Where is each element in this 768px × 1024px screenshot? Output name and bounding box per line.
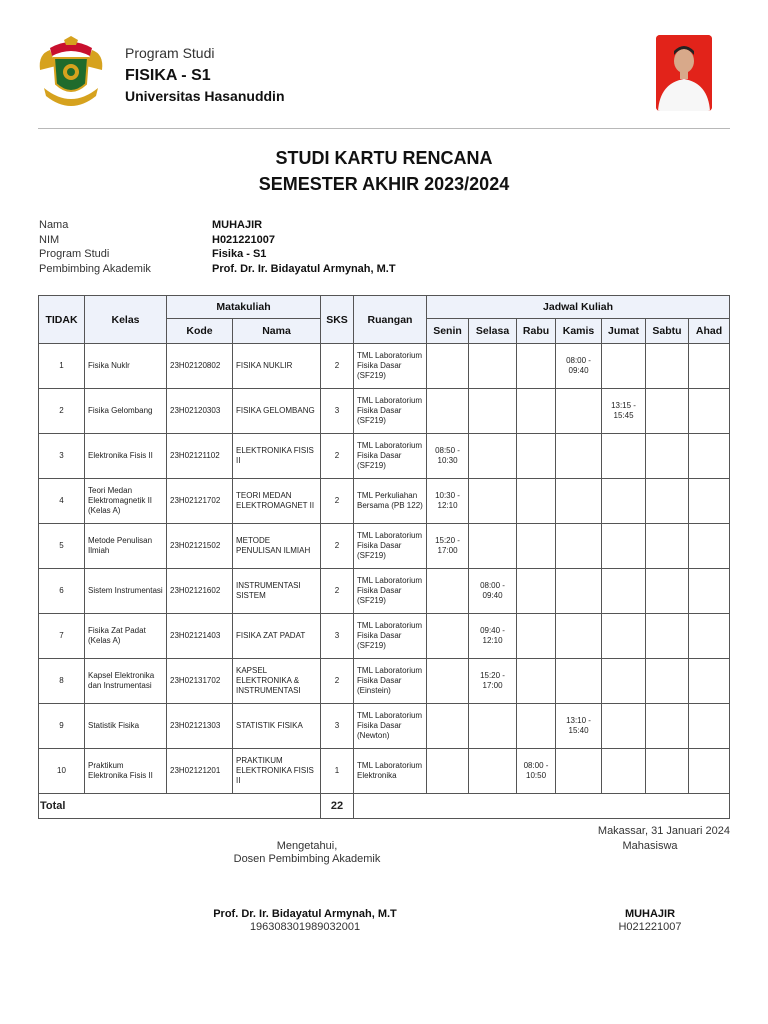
row-kelas: Praktikum Elektronika Fisis II — [85, 749, 167, 794]
row-kelas: Fisika Gelombang — [85, 389, 167, 434]
total-filler — [354, 794, 730, 819]
header-day: Jumat — [602, 319, 646, 344]
row-kelas: Teori Medan Elektromagnetik II (Kelas A) — [85, 479, 167, 524]
row-ruangan: TML Laboratorium Elektronika — [354, 749, 427, 794]
row-day-slot — [427, 344, 469, 389]
header-day: Kamis — [556, 319, 602, 344]
row-day-slot — [556, 524, 602, 569]
row-number: 10 — [39, 749, 85, 794]
row-ruangan: TML Laboratorium Fisika Dasar (SF219) — [354, 434, 427, 479]
row-number: 9 — [39, 704, 85, 749]
row-nama: STATISTIK FISIKA — [233, 704, 321, 749]
info-value: Prof. Dr. Ir. Bidayatul Armynah, M.T — [212, 262, 396, 275]
row-nama: KAPSEL ELEKTRONIKA & INSTRUMENTASI — [233, 659, 321, 704]
table-row — [39, 389, 730, 434]
header-day: Rabu — [517, 319, 556, 344]
row-day-slot — [646, 569, 689, 614]
university-name: Universitas Hasanuddin — [125, 88, 285, 104]
row-day-slot — [556, 389, 602, 434]
row-day-slot — [517, 524, 556, 569]
info-label: Program Studi — [39, 248, 110, 260]
header-kode: Kode — [167, 319, 233, 344]
mahasiswa-label: Mahasiswa — [622, 840, 678, 852]
info-value: Fisika - S1 — [212, 248, 267, 260]
row-sks: 3 — [321, 614, 354, 659]
row-day-slot: 08:00 - 09:40 — [469, 569, 517, 614]
row-day-slot — [427, 704, 469, 749]
student-signature-nim: H021221007 — [618, 921, 682, 933]
header-jadwal: Jadwal Kuliah — [427, 296, 730, 319]
row-day-slot: 08:00 - 10:50 — [517, 749, 556, 794]
row-kelas: Kapsel Elektronika dan Instrumentasi — [85, 659, 167, 704]
info-value: MUHAJIR — [212, 219, 263, 231]
row-day-slot — [602, 569, 646, 614]
header-sks: SKS — [321, 296, 354, 344]
table-row — [39, 524, 730, 569]
row-ruangan: TML Laboratorium Fisika Dasar (Newton) — [354, 704, 427, 749]
row-day-slot — [556, 479, 602, 524]
row-nama: INSTRUMENTASI SISTEM — [233, 569, 321, 614]
row-day-slot — [517, 344, 556, 389]
row-day-slot — [646, 389, 689, 434]
row-day-slot — [689, 569, 730, 614]
row-day-slot — [469, 749, 517, 794]
header-ruangan: Ruangan — [354, 296, 427, 344]
info-row — [39, 262, 396, 277]
row-day-slot: 08:00 - 09:40 — [556, 344, 602, 389]
info-row — [39, 233, 396, 248]
row-day-slot — [427, 614, 469, 659]
row-nama: METODE PENULISAN ILMIAH — [233, 524, 321, 569]
row-day-slot — [517, 389, 556, 434]
row-day-slot — [556, 434, 602, 479]
row-day-slot — [646, 434, 689, 479]
program-label: Program Studi — [125, 45, 215, 61]
row-day-slot — [427, 569, 469, 614]
row-number: 8 — [39, 659, 85, 704]
header-matakuliah: Matakuliah — [167, 296, 321, 319]
info-row — [39, 218, 396, 233]
row-day-slot — [469, 479, 517, 524]
row-kelas: Fisika Nuklr — [85, 344, 167, 389]
row-day-slot: 08:50 - 10:30 — [427, 434, 469, 479]
row-kode: 23H02121502 — [167, 524, 233, 569]
row-kode: 23H02121102 — [167, 434, 233, 479]
row-day-slot — [556, 749, 602, 794]
program-name: FISIKA - S1 — [125, 67, 211, 84]
info-label: NIM — [39, 233, 60, 246]
row-sks: 1 — [321, 749, 354, 794]
row-number: 7 — [39, 614, 85, 659]
row-day-slot — [469, 344, 517, 389]
table-row — [39, 659, 730, 704]
row-day-slot — [602, 344, 646, 389]
row-sks: 2 — [321, 479, 354, 524]
row-day-slot — [517, 704, 556, 749]
advisor-nip: 196308301989032001 — [249, 921, 361, 933]
row-day-slot — [556, 659, 602, 704]
row-ruangan: TML Laboratorium Fisika Dasar (SF219) — [354, 389, 427, 434]
row-nama: FISIKA GELOMBANG — [233, 389, 321, 434]
info-label: Nama — [39, 219, 69, 231]
table-row — [39, 434, 730, 479]
row-sks: 3 — [321, 389, 354, 434]
row-day-slot: 15:20 - 17:00 — [427, 524, 469, 569]
header-nama: Nama — [233, 319, 321, 344]
row-day-slot — [517, 614, 556, 659]
row-day-slot — [689, 479, 730, 524]
row-ruangan: TML Laboratorium Fisika Dasar (SF219) — [354, 524, 427, 569]
row-ruangan: TML Perkuliahan Bersama (PB 122) — [354, 479, 427, 524]
row-day-slot — [646, 524, 689, 569]
row-day-slot — [517, 659, 556, 704]
header-divider — [38, 128, 730, 129]
advisor-label: Dosen Pembimbing Akademik — [233, 853, 381, 865]
row-kode: 23H02120303 — [167, 389, 233, 434]
row-number: 1 — [39, 344, 85, 389]
row-day-slot — [689, 344, 730, 389]
row-nama: FISIKA NUKLIR — [233, 344, 321, 389]
row-day-slot: 09:40 - 12:10 — [469, 614, 517, 659]
schedule-table — [38, 295, 730, 819]
row-day-slot — [469, 389, 517, 434]
table-row — [39, 614, 730, 659]
row-sks: 2 — [321, 569, 354, 614]
row-day-slot — [517, 434, 556, 479]
row-sks: 2 — [321, 524, 354, 569]
table-row — [39, 569, 730, 614]
header-day: Selasa — [469, 319, 517, 344]
row-kode: 23H02121303 — [167, 704, 233, 749]
row-day-slot: 13:15 - 15:45 — [602, 389, 646, 434]
student-signature-name: MUHAJIR — [624, 908, 676, 920]
row-kelas: Sistem Instrumentasi — [85, 569, 167, 614]
row-kelas: Metode Penulisan Ilmiah — [85, 524, 167, 569]
header-day: Senin — [427, 319, 469, 344]
row-day-slot — [469, 434, 517, 479]
table-row — [39, 704, 730, 749]
header-tidak: TIDAK — [39, 296, 85, 344]
student-photo — [656, 35, 712, 111]
total-label: Total — [39, 794, 321, 819]
row-day-slot — [602, 479, 646, 524]
row-sks: 2 — [321, 344, 354, 389]
document-title: STUDI KARTU RENCANA — [275, 148, 493, 168]
row-day-slot — [646, 614, 689, 659]
row-day-slot — [646, 479, 689, 524]
row-day-slot — [602, 434, 646, 479]
row-sks: 2 — [321, 434, 354, 479]
row-day-slot — [689, 524, 730, 569]
row-day-slot — [689, 434, 730, 479]
row-kelas: Statistik Fisika — [85, 704, 167, 749]
table-row — [39, 749, 730, 794]
row-kelas: Elektronika Fisis II — [85, 434, 167, 479]
row-number: 3 — [39, 434, 85, 479]
total-sks: 22 — [321, 794, 354, 819]
row-day-slot — [517, 479, 556, 524]
row-day-slot — [646, 749, 689, 794]
row-number: 6 — [39, 569, 85, 614]
row-nama: TEORI MEDAN ELEKTROMAGNET II — [233, 479, 321, 524]
acknowledge-label: Mengetahui, — [276, 840, 338, 852]
row-number: 4 — [39, 479, 85, 524]
row-nama: PRAKTIKUM ELEKTRONIKA FISIS II — [233, 749, 321, 794]
row-day-slot — [556, 569, 602, 614]
row-day-slot — [689, 659, 730, 704]
row-kode: 23H02121403 — [167, 614, 233, 659]
document-subtitle: SEMESTER AKHIR 2023/2024 — [258, 174, 510, 194]
row-day-slot — [646, 704, 689, 749]
row-ruangan: TML Laboratorium Fisika Dasar (SF219) — [354, 614, 427, 659]
row-day-slot — [602, 749, 646, 794]
row-day-slot — [689, 749, 730, 794]
university-logo-icon — [36, 36, 106, 112]
row-day-slot — [469, 704, 517, 749]
row-day-slot — [646, 344, 689, 389]
row-day-slot — [556, 614, 602, 659]
row-day-slot — [517, 569, 556, 614]
info-label: Pembimbing Akademik — [39, 262, 151, 275]
row-number: 2 — [39, 389, 85, 434]
student-info — [39, 218, 396, 276]
info-row — [39, 247, 396, 262]
row-day-slot — [689, 389, 730, 434]
row-kode: 23H02131702 — [167, 659, 233, 704]
row-day-slot: 10:30 - 12:10 — [427, 479, 469, 524]
row-day-slot — [469, 524, 517, 569]
row-sks: 3 — [321, 704, 354, 749]
header-day: Sabtu — [646, 319, 689, 344]
row-nama: ELEKTRONIKA FISIS II — [233, 434, 321, 479]
info-value: H021221007 — [212, 233, 276, 246]
row-day-slot — [427, 389, 469, 434]
row-day-slot — [689, 704, 730, 749]
row-day-slot — [602, 704, 646, 749]
row-kode: 23H02121602 — [167, 569, 233, 614]
table-row — [39, 479, 730, 524]
row-day-slot — [646, 659, 689, 704]
row-number: 5 — [39, 524, 85, 569]
row-day-slot — [427, 749, 469, 794]
row-ruangan: TML Laboratorium Fisika Dasar (Einstein) — [354, 659, 427, 704]
advisor-name: Prof. Dr. Ir. Bidayatul Armynah, M.T — [213, 908, 397, 920]
signature-date: Makassar, 31 Januari 2024 — [597, 825, 730, 837]
row-day-slot: 15:20 - 17:00 — [469, 659, 517, 704]
total-row — [39, 794, 730, 819]
row-day-slot — [427, 659, 469, 704]
row-day-slot — [602, 614, 646, 659]
row-nama: FISIKA ZAT PADAT — [233, 614, 321, 659]
header-kelas: Kelas — [85, 296, 167, 344]
row-kode: 23H02121702 — [167, 479, 233, 524]
row-sks: 2 — [321, 659, 354, 704]
row-day-slot — [689, 614, 730, 659]
row-day-slot — [602, 659, 646, 704]
table-row — [39, 344, 730, 389]
row-day-slot — [602, 524, 646, 569]
row-day-slot: 13:10 - 15:40 — [556, 704, 602, 749]
row-kode: 23H02120802 — [167, 344, 233, 389]
row-ruangan: TML Laboratorium Fisika Dasar (SF219) — [354, 344, 427, 389]
row-kode: 23H02121201 — [167, 749, 233, 794]
row-ruangan: TML Laboratorium Fisika Dasar (SF219) — [354, 569, 427, 614]
row-kelas: Fisika Zat Padat (Kelas A) — [85, 614, 167, 659]
header-day: Ahad — [689, 319, 730, 344]
